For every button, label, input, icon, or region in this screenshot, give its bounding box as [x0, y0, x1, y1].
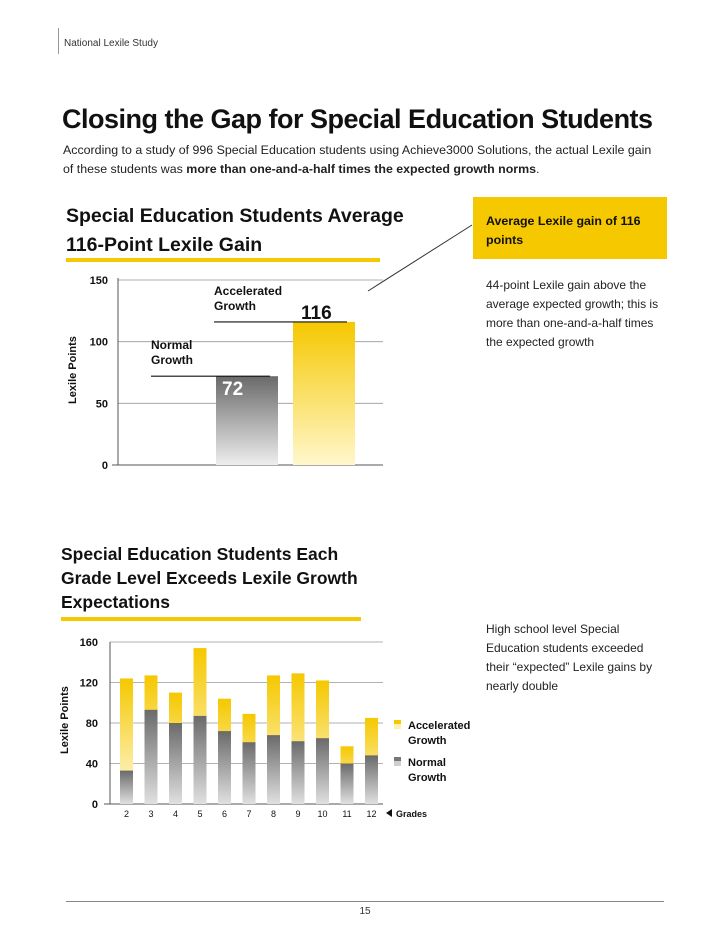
chart2-legend-swatch	[394, 720, 401, 724]
chart2-normal-bar	[120, 771, 133, 804]
chart2-y-tick-label: 40	[85, 758, 98, 771]
chart2-normal-bar	[243, 742, 256, 804]
callout-note: 44-point Lexile gain above the average expected growth; this is more than one-and-a-half times the expected growth	[486, 278, 659, 349]
chart2-y-axis-label: Lexile Points	[59, 686, 71, 754]
chart2-y-tick-label: 120	[79, 677, 98, 690]
callout-title: Average Lexile gain of 116 points	[486, 214, 641, 247]
chart1-bars	[151, 284, 355, 465]
chart1-category-label: Accelerated	[214, 283, 283, 298]
chart2-normal-bar	[145, 710, 158, 804]
chart2-bars	[120, 648, 378, 804]
chart2-normal-bar	[316, 738, 329, 804]
chart2-legend-swatch-fade	[394, 724, 401, 729]
chart1-y-tick-label: 0	[101, 460, 108, 472]
chart2-normal-bar	[169, 723, 182, 804]
chart2-legend-label: Growth	[408, 772, 447, 784]
chart2-y-tick-label: 160	[79, 637, 98, 649]
chart2-legend-swatch-fade	[394, 761, 401, 766]
intro-text: According to a study of 996 Special Education students using Achieve3000 Solutions, the actual Lexile gain of these students was	[63, 143, 652, 176]
chart1-category-label: Growth	[151, 353, 193, 368]
chart1-category-label: Normal	[151, 338, 193, 353]
chart1-y-tick-label: 100	[89, 336, 108, 349]
chart2-title-underline	[61, 617, 361, 621]
chart1-category-label: Growth	[214, 298, 256, 313]
chart2-normal-bar	[218, 731, 231, 804]
chart1-title: Special Education Students Average 116-Point Lexile Gain	[66, 205, 404, 256]
chart1-y-axis-label: Lexile Points	[67, 336, 79, 404]
header-label: National Lexile Study	[64, 38, 158, 49]
chart2-legend-label: Growth	[408, 735, 447, 747]
callout-connector	[360, 200, 480, 300]
chart2-x-tick-label: 9	[295, 809, 301, 819]
intro-paragraph	[63, 141, 663, 179]
chart1-value-label: 72	[222, 379, 244, 401]
chart2-normal-bar	[341, 764, 354, 805]
chart2-x-tick-label: 6	[221, 809, 228, 819]
chart2-svg	[0, 630, 480, 830]
chart2-x-tick-label: 2	[123, 809, 130, 819]
chart2-legend	[394, 720, 470, 784]
chart2-x-tick-label: 3	[148, 809, 154, 819]
chart2-x-tick-label: 10	[317, 809, 328, 819]
chart2-x-arrow-icon	[386, 809, 392, 817]
chart2-tick-labels	[80, 637, 98, 811]
chart2-normal-bar	[194, 716, 207, 804]
chart1-tick-labels	[90, 275, 108, 472]
header-rule	[58, 28, 59, 54]
intro-end: .	[536, 162, 540, 176]
intro-emphasis: more than one-and-a-half times the expected growth norms	[186, 162, 537, 176]
page-title: Closing the Gap for Special Education Students	[62, 104, 653, 134]
chart2-legend-label: Accelerated	[408, 720, 471, 732]
chart2-note: High school level Special Education students exceeded their “expected” Lexile gains by nearly double	[486, 622, 653, 693]
chart2-x-tick-label: 8	[270, 809, 277, 819]
chart2-y-tick-label: 80	[85, 718, 98, 730]
chart2-normal-bar	[365, 755, 378, 804]
chart2-legend-label: Normal	[408, 757, 446, 769]
chart2-x-axis-label: Grades	[396, 809, 428, 819]
chart2-x-tick-label: 11	[342, 809, 352, 819]
page-number: 15	[359, 906, 371, 917]
chart1-y-tick-label: 50	[95, 398, 108, 411]
chart2-normal-bar	[292, 741, 305, 804]
chart2-x-tick-label: 4	[172, 809, 179, 819]
chart1-y-tick-label: 150	[89, 275, 108, 287]
chart2-x-labels	[124, 809, 377, 819]
chart2-x-tick-label: 12	[366, 809, 377, 819]
chart2-normal-bar	[267, 735, 280, 804]
chart1-bar	[293, 322, 355, 465]
chart2-x-tick-label: 5	[197, 809, 203, 819]
footer-rule	[66, 901, 664, 902]
chart2-x-tick-label: 7	[246, 809, 252, 819]
chart2-y-tick-label: 0	[91, 799, 98, 811]
chart2-legend-swatch	[394, 757, 401, 761]
chart1-value-label: 116	[301, 302, 332, 324]
chart2-title: Special Education Students Each Grade Level Exceeds Lexile Growth Expectations	[61, 544, 358, 612]
